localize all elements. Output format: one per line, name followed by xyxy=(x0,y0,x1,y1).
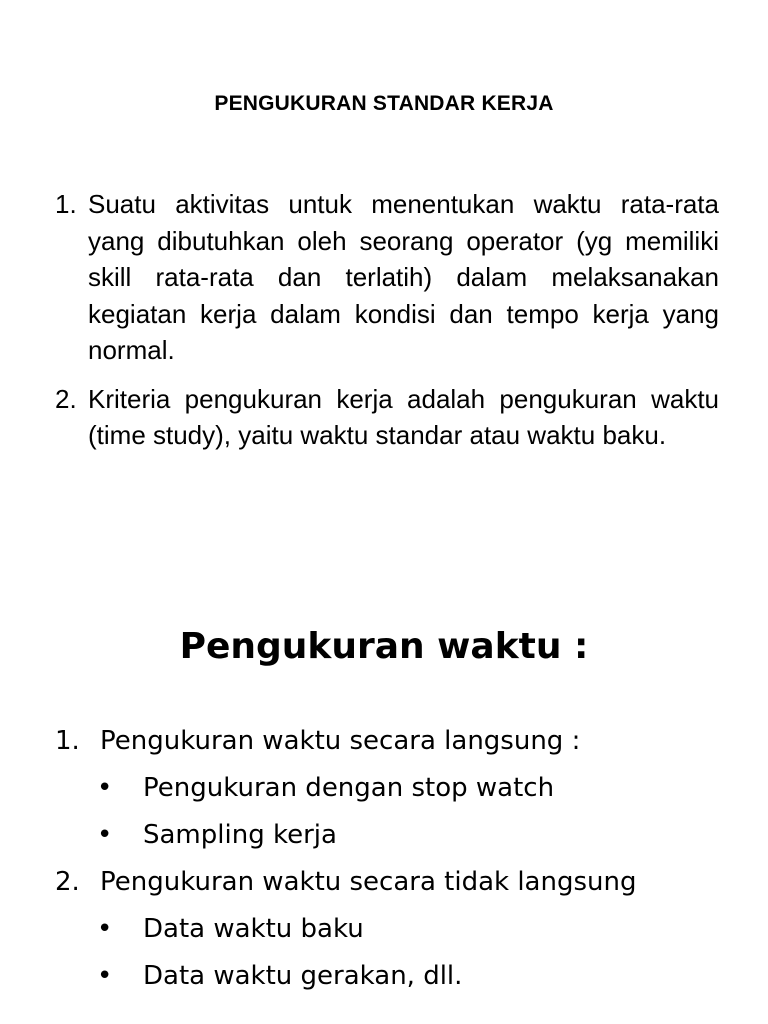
list-item xyxy=(55,381,719,454)
sub-item-text: Sampling kerja xyxy=(143,820,337,850)
bullet-icon: • xyxy=(97,961,113,991)
slide-title: Pengukuran waktu : xyxy=(179,626,589,667)
slide-time-measurement xyxy=(0,512,768,1024)
item-number: 2. xyxy=(55,383,77,414)
slide-title: PENGUKURAN STANDAR KERJA xyxy=(214,92,554,115)
item-number: 1. xyxy=(55,189,77,219)
bullet-icon: • xyxy=(97,773,113,803)
sub-list-item xyxy=(55,906,735,953)
sub-item-text: Pengukuran dengan stop watch xyxy=(143,773,555,803)
sub-item-text: Data waktu baku xyxy=(143,914,364,944)
method-list xyxy=(55,718,735,1000)
list-item xyxy=(55,859,735,906)
sub-list-item xyxy=(55,953,735,1000)
sub-list-item xyxy=(55,812,735,859)
item-text: Pengukuran waktu secara langsung : xyxy=(100,726,581,756)
item-text: Kriteria pengukuran kerja adalah pengukuran waktu (time study), yaitu waktu standar atau waktu baku. xyxy=(88,383,719,450)
list-item xyxy=(55,186,719,369)
list-item xyxy=(55,718,735,765)
item-text: Suatu aktivitas untuk menentukan waktu rata-rata yang dibutuhkan oleh seorang operator (yg memiliki skill rata-rata dan terlatih) dalam melaksanakan kegiatan kerja dalam kondisi dan tempo kerja yang normal. xyxy=(88,189,719,365)
sub-item-text: Data waktu gerakan, dll. xyxy=(143,961,463,991)
item-text: Pengukuran waktu secara tidak langsung xyxy=(100,867,637,897)
bullet-icon: • xyxy=(97,914,113,944)
definition-list xyxy=(55,186,719,466)
item-number: 2. xyxy=(55,867,80,897)
bullet-icon: • xyxy=(97,820,113,850)
sub-list-item xyxy=(55,765,735,812)
item-number: 1. xyxy=(55,726,80,756)
